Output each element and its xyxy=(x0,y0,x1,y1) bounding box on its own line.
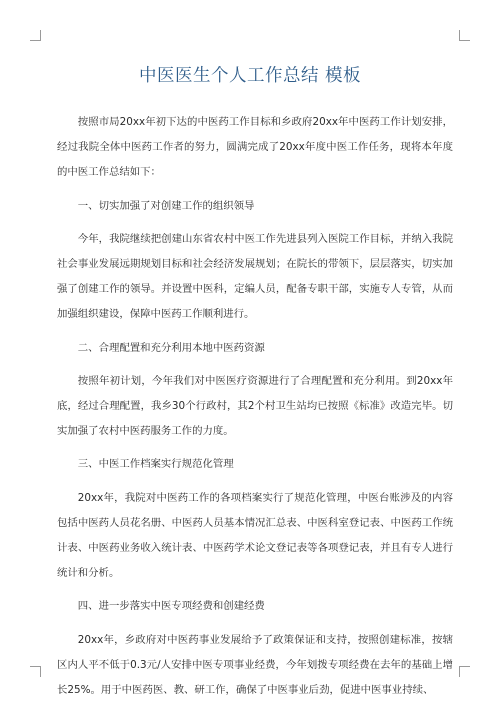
intro-paragraph: 按照市局20xx年初下达的中医药工作目标和乡政府20xx年中医药工作计划安排，经过我院全体中医药工作者的努力，圆满完成了20xx年度中医工作任务，现将本年度的中医工作总结如下： xyxy=(57,116,453,179)
section-paragraph: 20xx年，我院对中医药工作的各项档案实行了规范化管理，中医台账涉及的内容包括中医药人员花名册、中医药人员基本情况汇总表、中医科室登记表、中医药工作统计表、中医药业务收入统计表、中医药学术论文登记表等各项登记表，并且有专人进行统计和分析。 xyxy=(57,491,453,580)
section-heading: 四、进一步落实中医专项经费和创建经费 xyxy=(77,600,265,613)
section-paragraph: 今年，我院继续把创建山东省农村中医工作先进县列入医院工作目标，并纳入我院社会事业发展远期规划目标和社会经济发展规划；在院长的带领下，层层落实，切实加强了创建工作的领导。并设置中医科，定编人员，配备专职干部，实施专人专管，从而加强组织建设，保障中医药工作顺利进行。 xyxy=(57,232,453,321)
crop-mark-top-right xyxy=(459,30,470,41)
section-heading: 二、合理配置和充分利用本地中医药资源 xyxy=(77,341,265,354)
section-paragraph: 20xx年，乡政府对中医药事业发展给予了政策保证和支持，按照创建标准，按辖区内人平不低于0.3元/人安排中医专项事业经费，今年划拨专项经费在去年的基础上增长25%。用于中医药医、教、研工作，确保了中医事业后劲，促进中医事业持续、 xyxy=(57,633,453,697)
section-heading: 一、切实加强了对创建工作的组织领导 xyxy=(77,199,255,212)
crop-mark-top-left xyxy=(30,30,41,41)
document-body xyxy=(57,110,453,703)
document-title: 中医医生个人工作总结 模板 xyxy=(138,66,362,86)
crop-mark-bottom-right xyxy=(459,666,470,677)
section-paragraph: 按照年初计划，今年我们对中医医疗资源进行了合理配置和充分利用。到20xx年底，经过合理配置，我乡30个行政村，其2个村卫生站均已按照《标准》改造完毕。切实加强了农村中医药服务工作的力度。 xyxy=(57,374,453,438)
section-heading: 三、中医工作档案实行规范化管理 xyxy=(77,458,234,471)
crop-mark-bottom-left xyxy=(30,666,41,677)
